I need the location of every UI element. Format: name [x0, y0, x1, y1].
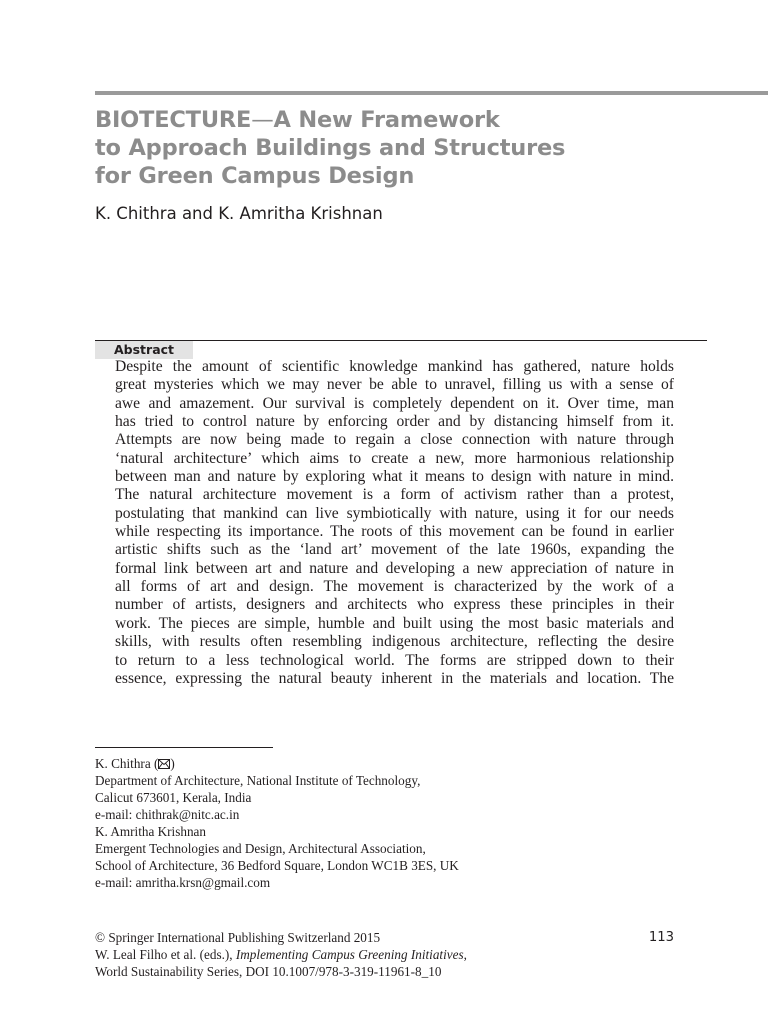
author-address: School of Architecture, 36 Bedford Square, London WC1B 3ES, UK [95, 858, 459, 873]
book-title: Implementing Campus Greening Initiatives [235, 947, 464, 962]
authors: K. Chithra and K. Amritha Krishnan [95, 204, 383, 223]
paper-title [95, 106, 735, 190]
abstract-label: Abstract [114, 342, 175, 357]
copyright-block [95, 929, 467, 980]
abstract-line: artistic shifts such as the ‘land art’ movement of the late 1960s, expanding the [115, 541, 674, 559]
copyright-line: © Springer International Publishing Switzerland 2015 [95, 930, 381, 945]
abstract-line: between man and nature by exploring what it means to design with nature in mind. [115, 468, 674, 486]
abstract-line: skills, with results often resembling indigenous architecture, reflecting the desire [115, 633, 674, 651]
author-email[interactable]: e-mail: amritha.krsn@gmail.com [95, 875, 271, 890]
envelope-icon[interactable] [158, 759, 170, 769]
abstract-line: all forms of art and design. The movement is characterized by the work of a [115, 578, 674, 596]
title-line-1 [95, 106, 735, 134]
abstract-line: number of artists, designers and architects who express these principles in their [115, 596, 674, 614]
abstract-line: essence, expressing the natural beauty inherent in the materials and location. The [115, 669, 674, 687]
page-number: 113 [648, 930, 674, 945]
abstract-line: great mysteries which we may never be able to unravel, filling us with a sense of [115, 376, 674, 394]
abstract-line: formal link between art and nature and developing a new appreciation of nature in [115, 559, 674, 577]
abstract-line: Despite the amount of scientific knowledge mankind has gathered, nature holds [115, 358, 674, 375]
abstract-line: The natural architecture movement is a form of activism rather than a protest, [115, 486, 674, 504]
abstract-line: has tried to control nature by enforcing order and by distancing himself from it. [115, 413, 674, 431]
title-line-1-rest: A New Framework [273, 107, 500, 133]
footnote-rule [95, 747, 273, 748]
abstract-line: to return to a less technological world. The forms are stripped down to their [115, 651, 674, 669]
series-doi-line: World Sustainability Series, DOI 10.1007/978-3-319-11961-8_10 [95, 964, 442, 979]
author-city: Calicut 673601, Kerala, India [95, 790, 252, 805]
title-line-2: to Approach Buildings and Structures [95, 135, 566, 161]
abstract-line: awe and amazement. Our survival is completely dependent on it. Over time, man [115, 394, 674, 412]
editors-line: W. Leal Filho et al. (eds.), Implementing Campus Greening Initiatives, [95, 947, 467, 962]
abstract-line: work. The pieces are simple, humble and built using the most basic materials and [115, 614, 674, 632]
abstract-text [115, 358, 674, 688]
top-rule [95, 91, 768, 95]
author-name: K. Amritha Krishnan [95, 824, 206, 839]
abstract-line: postulating that mankind can live symbiotically with nature, using it for our needs [115, 504, 674, 522]
author-email[interactable]: e-mail: chithrak@nitc.ac.in [95, 807, 240, 822]
author-name: K. Chithra ( ) [95, 756, 175, 771]
abstract-line: while respecting its importance. The roots of this movement can be found in earlier [115, 523, 674, 541]
author-department: Emergent Technologies and Design, Architectural Association, [95, 841, 426, 856]
title-main-word: BIOTECTURE [95, 107, 252, 133]
author-department: Department of Architecture, National Institute of Technology, [95, 773, 421, 788]
affiliation-chithra [95, 755, 420, 823]
abstract-line: Attempts are now being made to regain a close connection with nature through [115, 431, 674, 449]
title-dash: — [251, 107, 274, 133]
title-line-3: for Green Campus Design [95, 163, 415, 189]
abstract-line: ‘natural architecture’ which aims to create a new, more harmonious relationship [115, 449, 674, 467]
affiliation-krishnan [95, 823, 459, 891]
